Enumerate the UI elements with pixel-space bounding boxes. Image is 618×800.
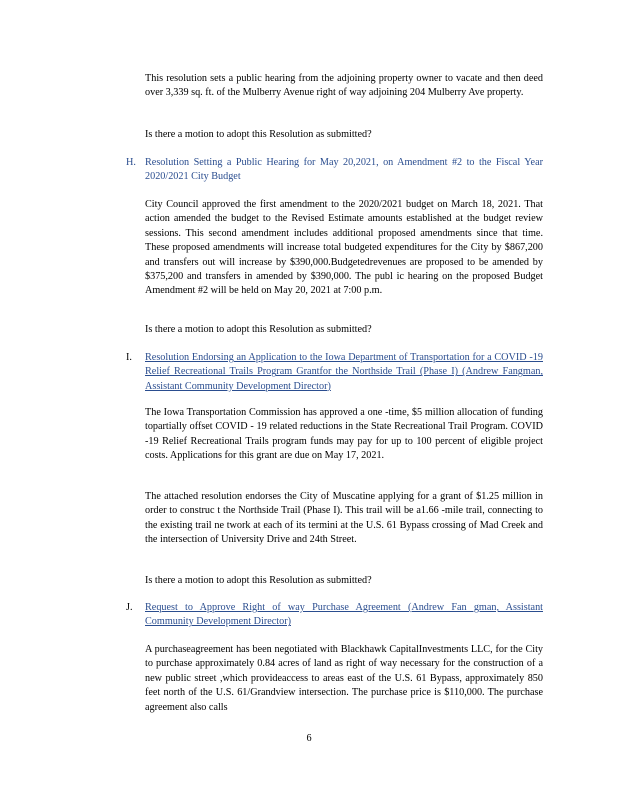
paragraph-covid-relief-grant: The Iowa Transportation Commission has approved a one -time, $5 million allocation of funding topartially offset COVID - 19 related reductions in the State Recreational Trail Program. COVID -19 Relief Recreational Trails program funds may pay for up to 100 percent of eligible project costs. Applications for this grant are due on May 17, 2021. — [145, 407, 543, 462]
item-letter-i: I. — [126, 352, 132, 363]
motion-question: Is there a motion to adopt this Resolution as submitted? — [145, 575, 372, 586]
item-i-title[interactable] — [145, 351, 543, 394]
item-i-title-link[interactable]: Resolution Endorsing an Application to the Iowa Department of Transportation for a COVID -19 Relief Recreational Trails Program Grantfor the Northside Trail (Phase I) (Andrew Fangman, Assistant Community Development Director) — [145, 352, 543, 392]
page-number: 6 — [306, 733, 312, 744]
paragraph-vacate-right-of-way: This resolution sets a public hearing from the adjoining property owner to vacate and then deed over 3,339 sq. ft. of the Mulberry Avenue right of way adjoining 204 Mulberry Ave property. — [145, 73, 543, 99]
paragraph-northside-trail: The attached resolution endorses the City of Muscatine applying for a grant of $1.25 million in order to construc t the Northside Trail (Phase I). This trail will be a1.66 -mile trail, connecting to the existing trail ne twork at each of its termini at the U.S. 61 Bypass crossing of Mad Creek and the intersection of University Drive and 24th Street. — [145, 491, 543, 546]
item-j-title-link[interactable]: Request to Approve Right of way Purchase Agreement (Andrew Fan gman, Assistant Community Development Director) — [145, 602, 543, 628]
paragraph-purchase-agreement: A purchaseagreement has been negotiated with Blackhawk CapitalInvestments LLC, for the City to purchase approximately 0.84 acres of land as right of way necessary for the construction of a new public street ,which provideaccess to areas east of the U.S. 61 Bypass, approximately 850 feet north of the U.S. 61/Grandview intersection. The purchase price is $110,000. The purchase agreement also calls — [145, 644, 543, 713]
item-letter-h: H. — [126, 157, 136, 168]
motion-question: Is there a motion to adopt this Resolution as submitted? — [145, 129, 372, 140]
paragraph-budget-amendment: City Council approved the first amendment to the 2020/2021 budget on March 18, 2021. That action amended the budget to the Revised Estimate amounts established at the budget review sessions. This second amendment includes additional proposed amendments since that time. These proposed amendments will increase total budgeted expenditures for the City by $867,200 and transfers out will increase by $390,000.Budgetedrevenues are proposed to be amended by $375,200 and transfers in amended by $390,000. The publ ic hearing on the proposed Budget Amendment #2 will be held on May 20, 2021 at 7:00 p.m. — [145, 199, 543, 297]
motion-question: Is there a motion to adopt this Resolution as submitted? — [145, 324, 372, 335]
item-j-title[interactable] — [145, 601, 543, 630]
item-letter-j: J. — [126, 602, 133, 613]
item-h-title: Resolution Setting a Public Hearing for May 20,2021, on Amendment #2 to the Fiscal Year 2020/2021 City Budget — [145, 157, 543, 183]
